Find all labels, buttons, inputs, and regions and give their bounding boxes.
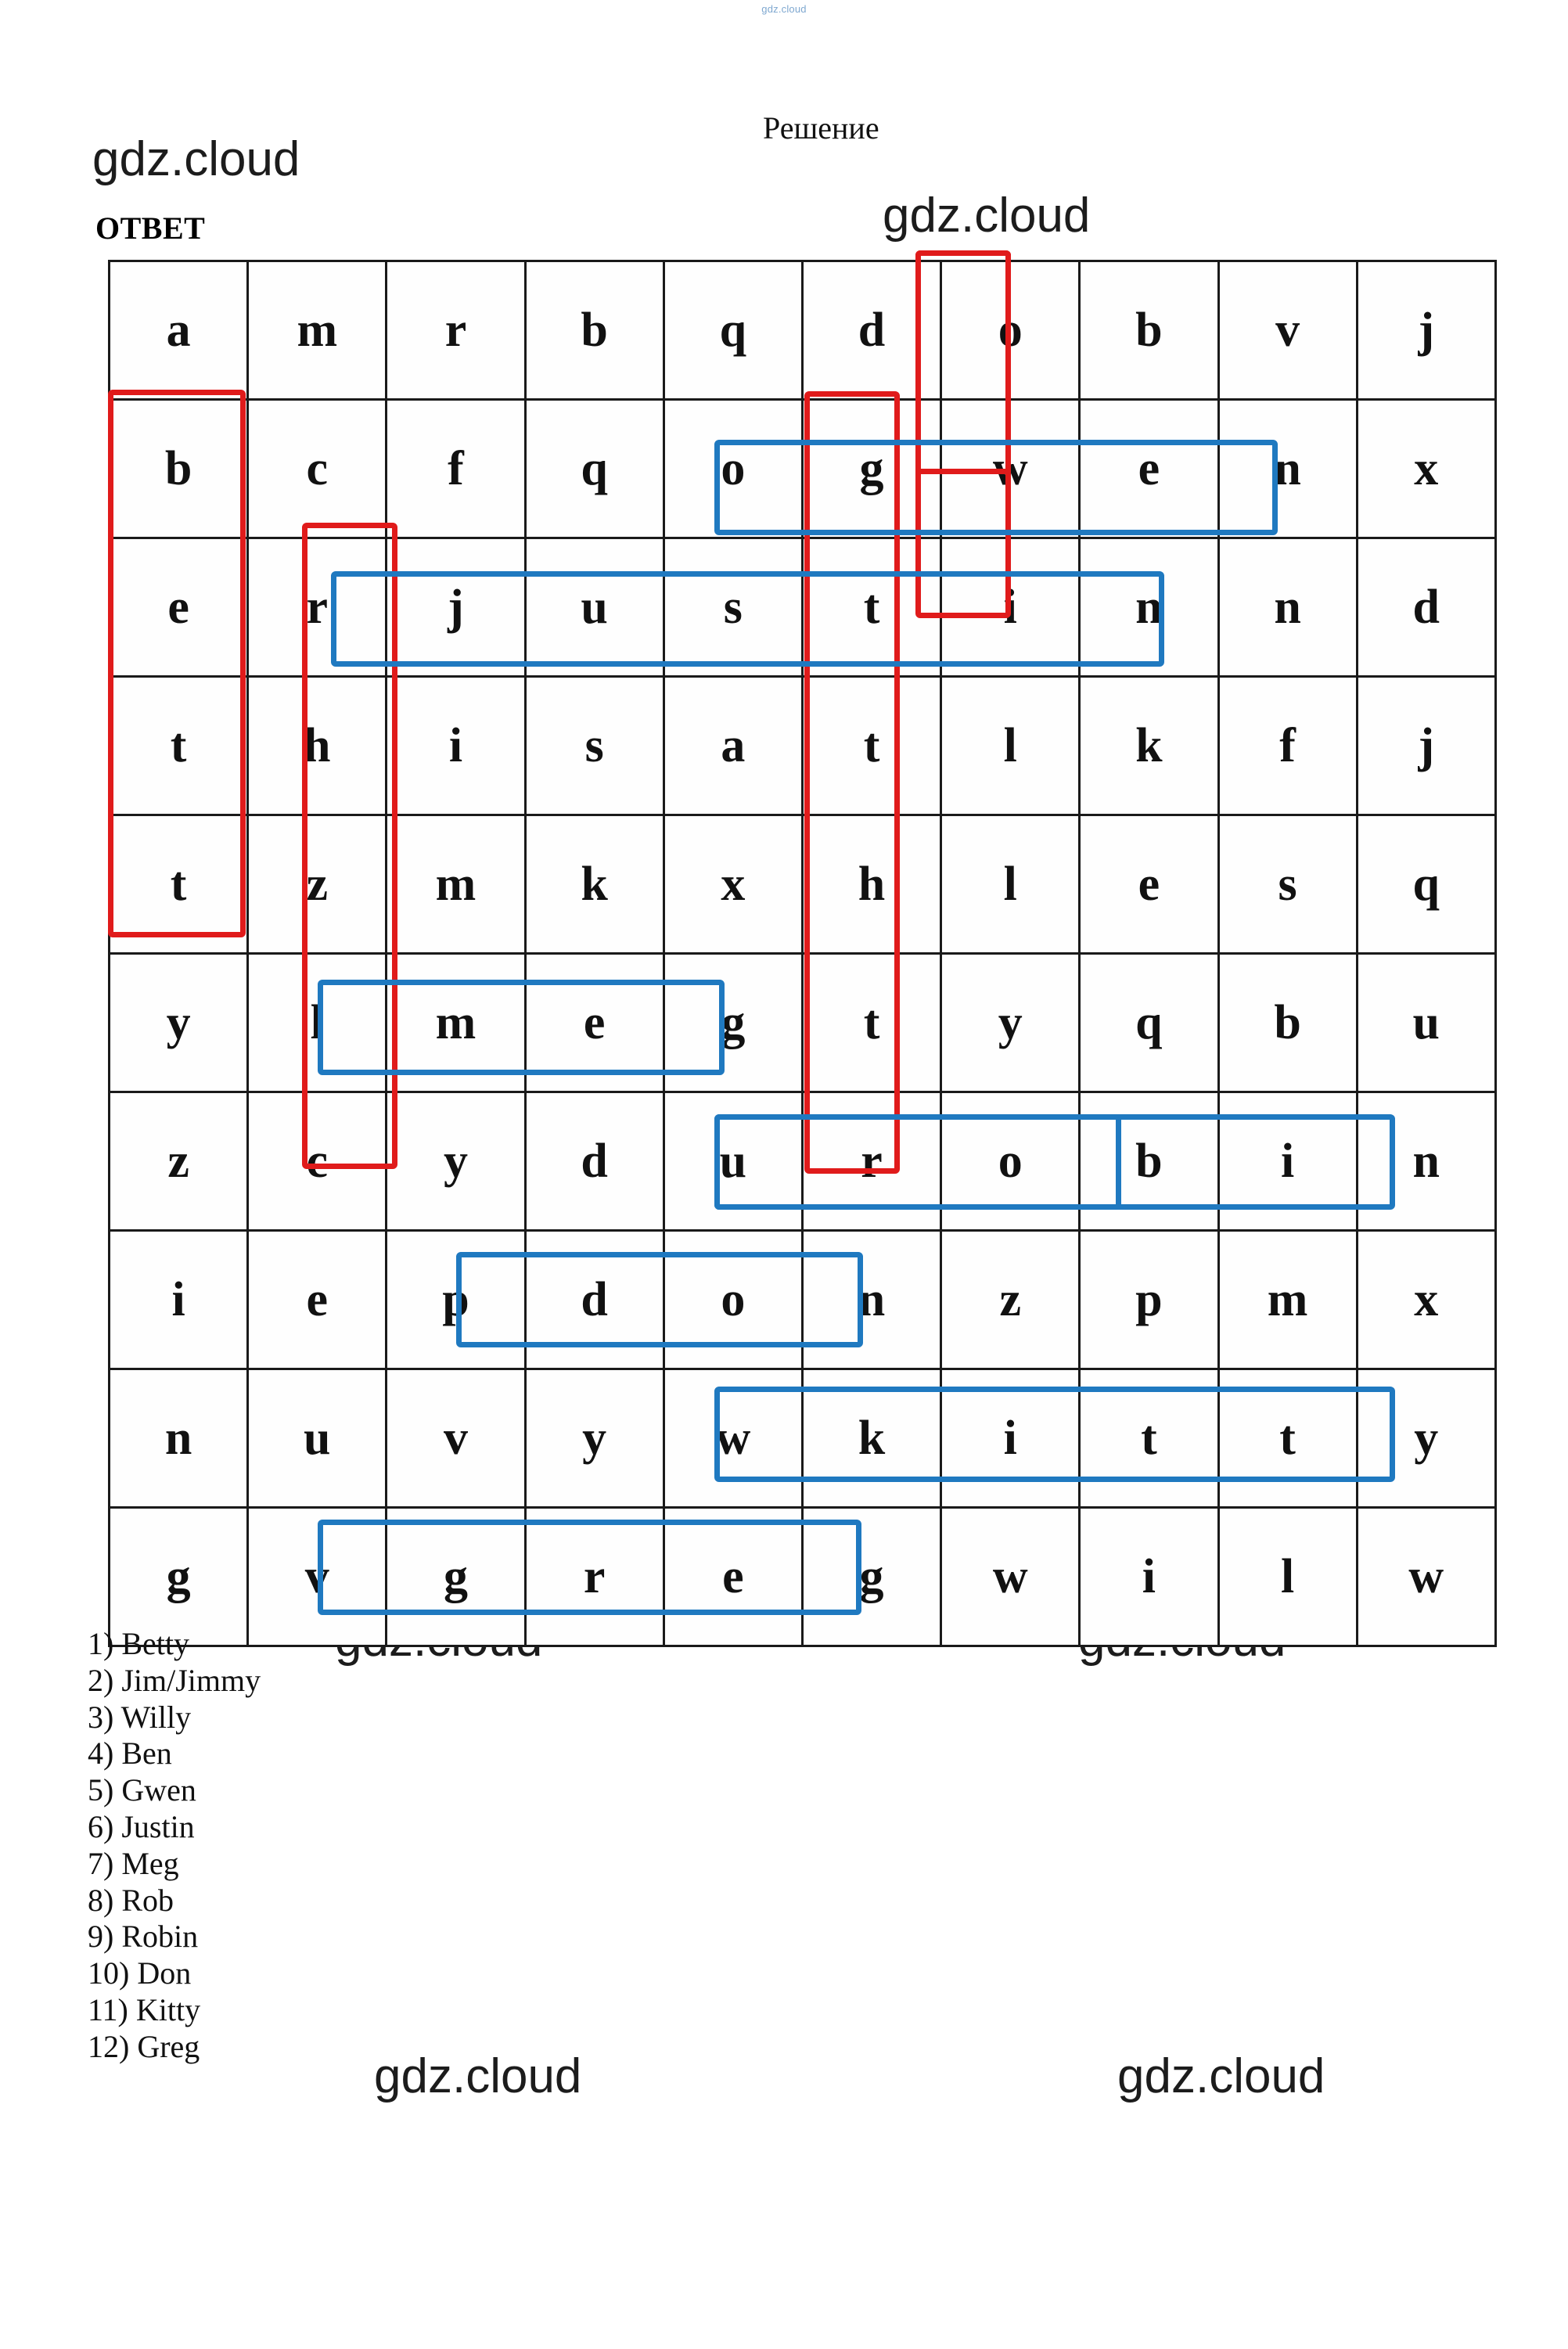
grid-cell[interactable]: i xyxy=(110,1231,248,1369)
grid-cell[interactable]: d xyxy=(525,1231,664,1369)
grid-cell[interactable]: n xyxy=(1218,538,1357,677)
grid-cell[interactable]: n xyxy=(1357,1092,1495,1231)
grid-cell[interactable]: n xyxy=(110,1369,248,1508)
grid-cell[interactable]: t xyxy=(802,954,940,1092)
grid-cell[interactable]: j xyxy=(387,538,525,677)
grid-cell[interactable]: p xyxy=(387,1231,525,1369)
grid-cell[interactable]: a xyxy=(664,677,802,815)
grid-row xyxy=(110,400,1496,538)
grid-cell[interactable]: t xyxy=(1080,1369,1218,1508)
grid-cell[interactable]: s xyxy=(525,677,664,815)
grid-cell[interactable]: k xyxy=(1080,677,1218,815)
grid-cell[interactable]: g xyxy=(664,954,802,1092)
answer-item: 12) Greg xyxy=(88,2028,200,2064)
grid-cell[interactable]: w xyxy=(941,1508,1080,1646)
answer-item: 1) Betty xyxy=(88,1626,189,1661)
grid-cell[interactable]: u xyxy=(248,1369,387,1508)
grid-cell[interactable]: k xyxy=(525,815,664,954)
grid-cell[interactable]: f xyxy=(387,400,525,538)
grid-cell[interactable]: v xyxy=(387,1369,525,1508)
grid-cell[interactable]: i xyxy=(1218,1092,1357,1231)
grid-cell[interactable]: y xyxy=(525,1369,664,1508)
grid-cell[interactable]: q xyxy=(664,261,802,400)
grid-cell[interactable]: r xyxy=(387,261,525,400)
grid-cell[interactable]: t xyxy=(110,677,248,815)
grid-cell[interactable]: i xyxy=(1080,1508,1218,1646)
grid-cell[interactable]: l xyxy=(941,815,1080,954)
grid-cell[interactable]: t xyxy=(1218,1369,1357,1508)
grid-cell[interactable]: z xyxy=(941,1231,1080,1369)
watermark-text: gdz.cloud xyxy=(374,2049,582,2103)
grid-table xyxy=(108,260,1497,1647)
grid-cell[interactable]: h xyxy=(248,677,387,815)
grid-cell[interactable]: b xyxy=(110,400,248,538)
grid-cell[interactable]: z xyxy=(110,1092,248,1231)
grid-cell[interactable]: e xyxy=(1080,815,1218,954)
grid-cell[interactable]: q xyxy=(525,400,664,538)
grid-row xyxy=(110,815,1496,954)
grid-row xyxy=(110,1508,1496,1646)
grid-cell[interactable]: s xyxy=(1218,815,1357,954)
grid-cell[interactable]: g xyxy=(802,1508,940,1646)
answer-item: 3) Willy xyxy=(88,1699,192,1735)
grid-cell[interactable]: t xyxy=(110,815,248,954)
grid-cell[interactable]: i xyxy=(941,538,1080,677)
grid-cell[interactable]: w xyxy=(1357,1508,1495,1646)
grid-cell[interactable]: k xyxy=(802,1369,940,1508)
word-search-grid xyxy=(108,260,1455,1606)
watermark-text: gdz.cloud xyxy=(1117,2049,1325,2103)
grid-cell[interactable]: d xyxy=(1357,538,1495,677)
answer-item: 5) Gwen xyxy=(88,1772,196,1808)
grid-cell[interactable]: w xyxy=(941,400,1080,538)
grid-cell[interactable]: a xyxy=(110,261,248,400)
grid-cell[interactable]: g xyxy=(387,1508,525,1646)
grid-cell[interactable]: c xyxy=(248,1092,387,1231)
grid-cell[interactable]: m xyxy=(248,261,387,400)
answer-item: 11) Kitty xyxy=(88,1991,201,2027)
grid-cell[interactable]: x xyxy=(664,815,802,954)
answers-list xyxy=(88,1626,261,2066)
grid-cell[interactable]: e xyxy=(110,538,248,677)
grid-row xyxy=(110,261,1496,400)
answer-item: 6) Justin xyxy=(88,1808,195,1844)
grid-cell[interactable]: e xyxy=(525,954,664,1092)
grid-cell[interactable]: u xyxy=(664,1092,802,1231)
grid-cell[interactable]: t xyxy=(802,677,940,815)
grid-cell[interactable]: e xyxy=(664,1508,802,1646)
grid-cell[interactable]: d xyxy=(525,1092,664,1231)
grid-row xyxy=(110,677,1496,815)
answer-item: 7) Meg xyxy=(88,1845,179,1881)
grid-cell[interactable]: z xyxy=(248,815,387,954)
grid-cell[interactable]: n xyxy=(802,1231,940,1369)
grid-cell[interactable]: r xyxy=(525,1508,664,1646)
grid-cell[interactable]: y xyxy=(941,954,1080,1092)
grid-cell[interactable]: v xyxy=(1218,261,1357,400)
grid-row xyxy=(110,1369,1496,1508)
grid-cell[interactable]: l xyxy=(1218,1508,1357,1646)
grid-cell[interactable]: r xyxy=(802,1092,940,1231)
grid-cell[interactable]: e xyxy=(1080,400,1218,538)
grid-cell[interactable]: r xyxy=(248,538,387,677)
grid-cell[interactable]: u xyxy=(525,538,664,677)
page-title-reshenie: Решение xyxy=(763,110,879,146)
grid-cell[interactable]: x xyxy=(1357,1231,1495,1369)
grid-cell[interactable]: b xyxy=(525,261,664,400)
grid-cell[interactable]: h xyxy=(802,815,940,954)
grid-cell[interactable]: m xyxy=(1218,1231,1357,1369)
grid-cell[interactable]: q xyxy=(1080,954,1218,1092)
grid-cell[interactable]: x xyxy=(1357,400,1495,538)
grid-cell[interactable]: j xyxy=(1357,677,1495,815)
grid-cell[interactable]: n xyxy=(1218,400,1357,538)
grid-cell[interactable]: g xyxy=(110,1508,248,1646)
grid-row xyxy=(110,954,1496,1092)
watermark-top: gdz.cloud xyxy=(761,3,807,15)
grid-cell[interactable]: l xyxy=(248,954,387,1092)
grid-cell[interactable]: c xyxy=(248,400,387,538)
grid-cell[interactable]: y xyxy=(1357,1369,1495,1508)
grid-row xyxy=(110,538,1496,677)
grid-cell[interactable]: q xyxy=(1357,815,1495,954)
answer-item: 10) Don xyxy=(88,1955,192,1991)
watermark-text: gdz.cloud xyxy=(92,132,300,186)
grid-cell[interactable]: i xyxy=(941,1369,1080,1508)
grid-cell[interactable]: m xyxy=(387,954,525,1092)
grid-cell[interactable]: f xyxy=(1218,677,1357,815)
watermark-text: gdz.cloud xyxy=(883,189,1091,243)
page-title-otvet: ОТВЕТ xyxy=(95,210,206,246)
grid-cell[interactable]: m xyxy=(387,815,525,954)
grid-cell[interactable]: w xyxy=(664,1369,802,1508)
grid-row xyxy=(110,1092,1496,1231)
grid-row xyxy=(110,1231,1496,1369)
grid-cell[interactable]: t xyxy=(802,538,940,677)
grid-cell[interactable]: y xyxy=(110,954,248,1092)
grid-cell[interactable]: d xyxy=(802,261,940,400)
grid-cell[interactable]: i xyxy=(387,677,525,815)
grid-cell[interactable]: b xyxy=(1080,261,1218,400)
answer-item: 8) Rob xyxy=(88,1882,174,1918)
grid-cell[interactable]: n xyxy=(1080,538,1218,677)
grid-cell[interactable]: e xyxy=(248,1231,387,1369)
answer-item: 9) Robin xyxy=(88,1919,199,1955)
grid-cell[interactable]: y xyxy=(387,1092,525,1231)
grid-cell[interactable]: s xyxy=(664,538,802,677)
grid-cell[interactable]: j xyxy=(1357,261,1495,400)
grid-cell[interactable]: v xyxy=(248,1508,387,1646)
grid-cell[interactable]: o xyxy=(664,400,802,538)
grid-cell[interactable]: o xyxy=(941,261,1080,400)
grid-cell[interactable]: g xyxy=(802,400,940,538)
grid-cell[interactable]: b xyxy=(1218,954,1357,1092)
answer-item: 2) Jim/Jimmy xyxy=(88,1662,261,1698)
grid-cell[interactable]: o xyxy=(941,1092,1080,1231)
grid-cell[interactable]: o xyxy=(664,1231,802,1369)
grid-cell[interactable]: p xyxy=(1080,1231,1218,1369)
grid-cell[interactable]: u xyxy=(1357,954,1495,1092)
grid-cell[interactable]: b xyxy=(1080,1092,1218,1231)
answer-item: 4) Ben xyxy=(88,1736,172,1772)
grid-cell[interactable]: l xyxy=(941,677,1080,815)
